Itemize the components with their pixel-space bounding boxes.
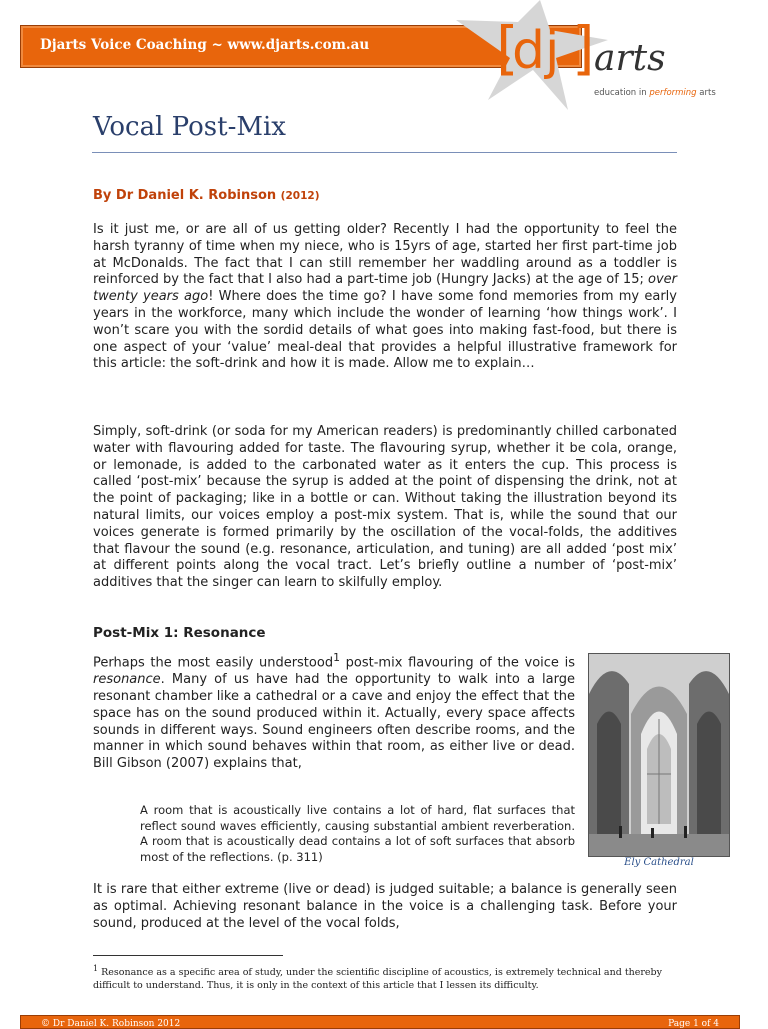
header-banner-text: Djarts Voice Coaching ~ www.djarts.com.au — [40, 37, 370, 53]
section-heading-resonance: Post-Mix 1: Resonance — [93, 625, 266, 641]
djarts-logo — [448, 0, 748, 130]
logo-tagline: education in performing arts — [594, 88, 716, 98]
footnote-ref[interactable]: 1 — [333, 651, 340, 664]
image-caption: Ely Cathedral — [624, 857, 694, 868]
logo-bracket-open: [ — [496, 14, 519, 82]
title-divider — [92, 152, 677, 153]
paragraph-post-mix: Simply, soft-drink (or soda for my American readers) is predominantly chilled carbonated water with flavouring added for taste. The flavouring syrup, whether it be cola, orange, or lemonade, is added to the carbonated water as it enters the cup. This process is called ‘post-mix’ because the syrup is added at the point of dispensing the drink, not at the point of packaging; like in a bottle or can. Without taking the illustration beyond its natural limits, our voices employ a post-mix system. That is, while the sound that our voices generate is formed primarily by the oscillation of the vocal-folds, the additives that flavour the sound (e.g. resonance, articulation, and tuning) are all added ‘post mix’ at different points along the vocal tract. Let’s briefly outline a number of ‘post-mix’ additives that the singer can learn to skilfully employ. — [93, 424, 677, 591]
footnote: $^1$ Resonance as a specific area of study, under the scientific discipline of acoustics, is extremely technical and thereby difficult to understand. Thus, it is only in the context of this article that I lessen its difficulty. — [93, 964, 662, 992]
block-quote: A room that is acoustically live contains a lot of hard, flat surfaces that reflect sound waves efficiently, causing substantial ambient reverberation. A room that is acoustically dead contains a lot of soft surfaces that absorb most of the reflections. (p. 311) — [140, 803, 575, 864]
footer-bar — [20, 1015, 740, 1029]
logo-dj: dj — [512, 21, 560, 81]
paragraph-intro: Is it just me, or are all of us getting older? Recently I had the opportunity to feel the harsh tyranny of time when my niece, who is 15yrs of age, started her first part-time job at McDonalds. The fact that I can still remember her waddling around as a toddler is reinforced by the fact that I also had a part-time job (Hungry Jacks) at the age of 15; over twenty years ago! Where does the time go? I have some fond memories from my early years in the workforce, many which include the wonder of learning ‘how things work’. I won’t scare you with the sordid details of what goes into making fast-food, but there is one aspect of your ‘value’ meal-deal that provides a helpful illustrative framework for this article: the soft-drink and how it is made. Allow me to explain… — [93, 222, 677, 372]
logo-bracket-close: ] — [572, 14, 595, 82]
footer-copyright: © Dr Daniel K. Robinson 2012 — [41, 1019, 181, 1029]
footer-page-number: Page 1 of 4 — [668, 1019, 719, 1029]
footnote-divider — [93, 955, 283, 956]
paragraph-resonance: Perhaps the most easily understood$^1$ post-mix flavouring of the voice is resonance. Many of us have had the opportunity to walk into a large resonant chamber like a cathedral or a cave and enjoy the effect that the space has on the sound produced within it. Actually, every space affects sounds in different ways. Sound engineers often describe rooms, and the manner in which sound behaves within that room, as either live or dead. Bill Gibson (2007) explains that, — [93, 651, 575, 772]
page-title: Vocal Post-Mix — [93, 112, 286, 142]
author-byline: By Dr Daniel K. Robinson (2012) — [93, 188, 320, 203]
logo-arts: arts — [594, 38, 666, 79]
cathedral-image — [588, 653, 730, 857]
paragraph-balance: It is rare that either extreme (live or dead) is judged suitable; a balance is generally seen as optimal. Achieving resonant balance in the voice is a challenging task. Before your sound, produced at the level of the vocal folds, — [93, 882, 677, 931]
